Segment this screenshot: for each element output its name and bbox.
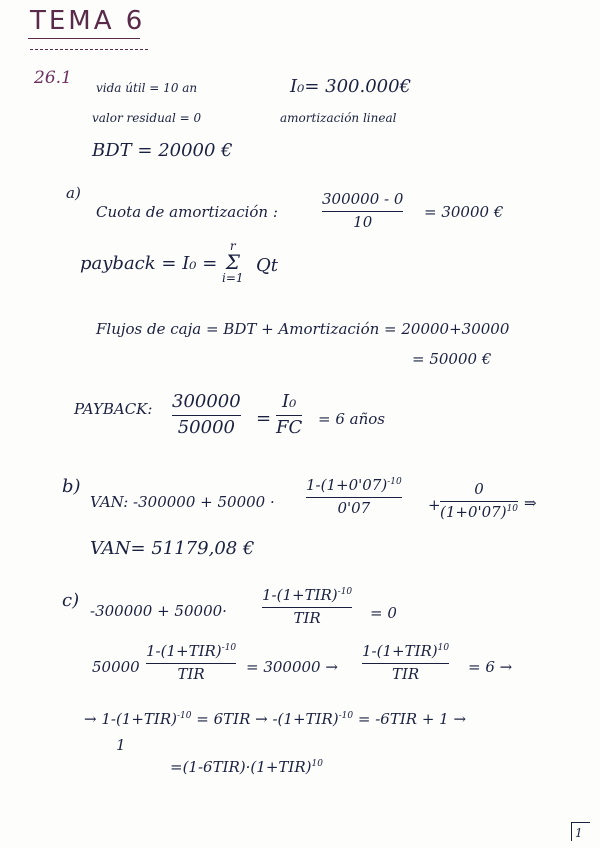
tir-line2-mid: = 300000 → [246,658,338,676]
bdt: BDT = 20000 € [92,140,233,161]
fraction-bar [276,415,302,416]
fraction-bar [362,663,449,664]
page-number: 1 [575,826,583,840]
tir-exponent: -10 [337,587,353,597]
payback-result: = 6 años [318,410,385,428]
valor-residual: valor residual = 0 [92,111,202,125]
tir-line4-one: 1 [116,736,126,754]
tir-numerator [262,588,352,604]
tir-line3-exp2: -10 [338,711,354,721]
io-numerator: I₀ [281,391,297,412]
summation [222,240,244,284]
van-numerator [306,478,402,494]
van-numerator-text: 1-(1+0'07) [306,476,388,494]
tir-line4-text: =(1-6TIR)·(1+TIR) [170,758,312,776]
tir-denominator: TIR [293,608,321,627]
payback-caps: PAYBACK: [74,400,153,418]
tir-line3-exp: -10 [177,711,192,721]
initial-investment: I₀= 300.000€ [290,76,412,97]
tir-fraction-2 [146,644,236,683]
cuota-label: Cuota de amortización : [96,203,278,221]
flujos-caja: Flujos de caja = BDT + Amortización = 20000+30000 [96,320,510,338]
payback-numerator: 300000 [172,391,241,412]
residual-exponent: 10 [506,503,519,514]
fraction-bar [262,607,352,608]
tir-line3-c: = -6TIR + 1 → [357,710,467,728]
amortizacion-type: amortización lineal [280,111,397,125]
sum-term: Qt [256,255,278,276]
fraction-bar [440,501,518,502]
van-formula: VAN: -300000 + 50000 · [90,493,275,511]
tir-line3 [84,712,466,727]
title-underline-dashed [30,49,148,50]
tir-fraction-3 [362,644,449,683]
tir2-numerator [146,644,236,660]
vida-util: vida útil = 10 an [96,81,198,95]
plus-sign: + [428,496,441,514]
tir-line2-rhs: = 6 → [468,658,513,676]
fraction-bar [322,211,403,212]
tir-numerator-text: 1-(1+TIR) [262,586,338,604]
payback-formula: payback = I₀ = [80,253,218,274]
residual-denominator [440,502,519,521]
tir2-exponent: -10 [221,643,237,653]
page-title: TEMA 6 [30,6,146,36]
sum-upper: r [229,239,236,253]
cuota-numerator: 300000 - 0 [322,190,404,208]
exercise-number: 26.1 [34,68,72,88]
van-fraction [306,478,402,517]
tir3-numerator-text: 1-(1+TIR) [362,642,438,660]
tir2-numerator-text: 1-(1+TIR) [146,642,222,660]
residual-numerator: 0 [474,480,484,498]
tir-line4-exp: 10 [311,759,323,769]
part-c-label: c) [62,590,80,611]
fraction-bar [172,415,241,416]
flujos-result: = 50000 € [412,350,492,368]
payback-fraction-symbolic [276,393,302,438]
cuota-fraction [322,192,403,231]
title-underline [28,38,140,39]
residual-denominator-text: (1+0'07) [440,502,507,521]
tir3-exponent: 10 [437,643,450,653]
tir-line3-b: = 6TIR → -(1+TIR) [196,710,339,728]
fc-denominator: FC [276,416,303,438]
tir2-denominator: TIR [177,664,205,683]
sigma-icon: Σ [225,250,240,274]
equals-sign: = [256,408,272,429]
payback-fraction [172,393,241,438]
tir3-denominator: TIR [391,664,420,683]
van-result: VAN= 51179,08 € [90,538,255,559]
fraction-bar [146,663,236,664]
part-a-label: a) [66,184,81,202]
tir3-numerator [362,644,449,660]
payback-denominator: 50000 [177,416,235,438]
fraction-bar [306,497,402,498]
tir-equals-zero: = 0 [370,604,397,622]
tir-fraction [262,588,352,627]
tir-line4 [170,760,323,775]
part-b-label: b) [62,476,81,497]
tir-equation-lhs: -300000 + 50000· [90,602,227,620]
van-exponent: -10 [387,477,402,487]
cuota-denominator: 10 [353,212,373,231]
tir-line2-coef: 50000 [92,658,140,676]
sum-lower: i=1 [222,271,244,285]
implies-arrow-icon: ⇒ [524,494,537,512]
cuota-result: = 30000 € [424,203,504,221]
residual-fraction [440,482,518,521]
van-denominator: 0'07 [337,498,371,517]
tir-line3-a: → 1-(1+TIR) [84,710,177,728]
